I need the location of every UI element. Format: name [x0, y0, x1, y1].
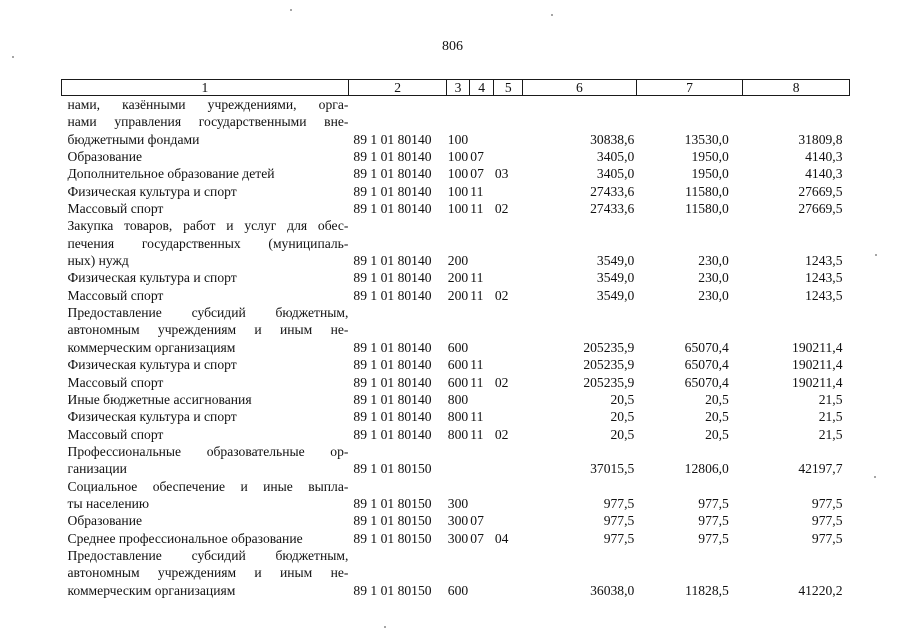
row-value-8: 190211,4	[792, 374, 843, 390]
row-value-6: 3405,0	[596, 149, 635, 165]
empty-cell	[469, 304, 494, 321]
scan-speck	[12, 56, 14, 58]
row-value-7: 65070,4	[684, 339, 729, 355]
row-code: 89 1 01 80140	[353, 166, 432, 182]
row-value-8: 977,5	[811, 530, 843, 546]
row-code: 89 1 01 80140	[353, 253, 432, 269]
empty-cell	[494, 235, 523, 252]
budget-table	[61, 79, 850, 599]
scan-speck	[290, 9, 292, 11]
table-row	[62, 478, 850, 495]
table-row	[62, 356, 850, 373]
empty-cell	[636, 96, 743, 114]
row-value-8: 977,5	[811, 495, 843, 511]
row-label: ты населению	[67, 495, 150, 511]
empty-cell	[743, 564, 850, 581]
row-rz: 11	[470, 270, 484, 286]
row-code: 89 1 01 80150	[353, 513, 432, 529]
row-pr	[494, 252, 523, 269]
table-row	[62, 217, 850, 234]
row-vr: 300	[447, 530, 469, 546]
table-row	[62, 113, 850, 130]
row-value-6: 27433,6	[590, 183, 635, 199]
row-value-8: 190211,4	[792, 339, 843, 355]
row-label: Социальное обеспечение и иные выпла-	[67, 478, 349, 494]
row-rz	[469, 582, 494, 599]
table-row	[62, 512, 850, 529]
table-row	[62, 564, 850, 581]
table-row	[62, 530, 850, 547]
row-label: Предоставление субсидий бюджетным,	[67, 305, 349, 321]
empty-cell	[523, 96, 637, 114]
row-value-8: 1243,5	[805, 253, 843, 269]
row-rz: 07	[470, 513, 484, 529]
empty-cell	[469, 478, 494, 495]
row-value-7: 230,0	[698, 270, 729, 286]
row-label: ных) нужд	[67, 253, 129, 269]
empty-cell	[494, 217, 523, 234]
row-vr: 600	[447, 374, 469, 390]
empty-cell	[348, 113, 446, 130]
empty-cell	[523, 217, 637, 234]
row-vr: 100	[447, 201, 469, 217]
empty-cell	[447, 443, 470, 460]
row-vr: 200	[447, 253, 469, 269]
row-label: Иные бюджетные ассигнования	[67, 391, 252, 407]
column-header: 7	[636, 80, 743, 96]
table-row	[62, 460, 850, 477]
row-rz: 11	[470, 426, 484, 442]
empty-cell	[348, 443, 446, 460]
row-code: 89 1 01 80140	[353, 287, 432, 303]
row-vr: 200	[447, 270, 469, 286]
row-vr: 600	[447, 339, 469, 355]
row-vr: 800	[447, 426, 469, 442]
empty-cell	[494, 113, 523, 130]
row-code: 89 1 01 80140	[353, 339, 432, 355]
empty-cell	[469, 547, 494, 564]
empty-cell	[636, 321, 743, 338]
row-pr	[494, 131, 523, 148]
empty-cell	[743, 96, 850, 114]
column-header: 4	[469, 80, 494, 96]
scan-speck	[384, 626, 386, 628]
empty-cell	[348, 564, 446, 581]
empty-cell	[469, 217, 494, 234]
row-code: 89 1 01 80140	[353, 357, 432, 373]
row-code: 89 1 01 80140	[353, 270, 432, 286]
table-row	[62, 252, 850, 269]
row-value-7: 977,5	[698, 495, 729, 511]
row-pr	[494, 183, 523, 200]
table-row	[62, 408, 850, 425]
row-value-7: 977,5	[698, 513, 729, 529]
column-header: 6	[523, 80, 637, 96]
table-row	[62, 547, 850, 564]
empty-cell	[743, 443, 850, 460]
row-value-7: 11580,0	[685, 183, 729, 199]
row-pr	[494, 408, 523, 425]
row-pr	[494, 148, 523, 165]
table-row	[62, 165, 850, 182]
row-value-7: 20,5	[705, 426, 729, 442]
table-row	[62, 426, 850, 443]
column-header: 3	[447, 80, 470, 96]
row-label: коммерческим организациям	[67, 582, 236, 598]
column-number-header	[62, 80, 850, 96]
empty-cell	[636, 547, 743, 564]
row-label: нами управления государственными вне-	[67, 114, 349, 130]
empty-cell	[469, 321, 494, 338]
row-pr: 02	[494, 426, 509, 442]
table-row	[62, 287, 850, 304]
row-value-6: 3549,0	[596, 270, 635, 286]
table-row	[62, 131, 850, 148]
row-value-6: 205235,9	[583, 374, 635, 390]
empty-cell	[469, 96, 494, 114]
row-code: 89 1 01 80140	[353, 183, 432, 199]
row-label: Физическая культура и спорт	[67, 270, 237, 286]
empty-cell	[348, 304, 446, 321]
empty-cell	[447, 304, 470, 321]
empty-cell	[523, 321, 637, 338]
empty-cell	[494, 547, 523, 564]
table-row	[62, 339, 850, 356]
empty-cell	[743, 547, 850, 564]
empty-cell	[447, 564, 470, 581]
row-value-7: 1950,0	[691, 166, 729, 182]
empty-cell	[523, 235, 637, 252]
row-value-7: 65070,4	[684, 357, 729, 373]
row-label: Массовый спорт	[67, 287, 164, 303]
row-code: 89 1 01 80150	[353, 530, 432, 546]
scan-speck	[551, 14, 553, 16]
row-pr	[494, 460, 523, 477]
empty-cell	[469, 113, 494, 130]
row-label: автономным учреждениям и иным не-	[67, 322, 349, 338]
table-row	[62, 304, 850, 321]
row-value-8: 190211,4	[792, 357, 843, 373]
empty-cell	[494, 96, 523, 114]
empty-cell	[348, 478, 446, 495]
empty-cell	[447, 547, 470, 564]
empty-cell	[494, 443, 523, 460]
empty-cell	[523, 443, 637, 460]
empty-cell	[469, 443, 494, 460]
row-label: Профессиональные образовательные ор-	[67, 443, 349, 459]
row-rz: 11	[470, 183, 484, 199]
empty-cell	[523, 478, 637, 495]
row-label: автономным учреждениям и иным не-	[67, 565, 349, 581]
table-row	[62, 235, 850, 252]
row-value-8: 27669,5	[798, 201, 843, 217]
row-code: 89 1 01 80140	[353, 201, 432, 217]
row-rz: 11	[470, 374, 484, 390]
table-row	[62, 443, 850, 460]
empty-cell	[523, 547, 637, 564]
row-label: Среднее профессиональное образование	[67, 530, 303, 546]
row-value-6: 205235,9	[583, 339, 635, 355]
row-value-8: 21,5	[818, 426, 843, 442]
row-vr: 600	[447, 582, 469, 598]
empty-cell	[447, 113, 470, 130]
empty-cell	[523, 304, 637, 321]
empty-cell	[348, 321, 446, 338]
row-code: 89 1 01 80140	[353, 409, 432, 425]
row-value-8: 977,5	[811, 513, 843, 529]
row-value-6: 3549,0	[596, 287, 635, 303]
empty-cell	[743, 217, 850, 234]
page-number: 806	[442, 39, 463, 54]
empty-cell	[447, 217, 470, 234]
row-rz	[469, 495, 494, 512]
row-code: 89 1 01 80150	[353, 461, 432, 477]
row-rz: 11	[470, 201, 484, 217]
column-header: 8	[743, 80, 850, 96]
row-label: ганизации	[67, 461, 127, 477]
empty-cell	[348, 235, 446, 252]
empty-cell	[743, 478, 850, 495]
row-vr: 100	[447, 183, 469, 199]
row-rz	[469, 252, 494, 269]
row-value-8: 4140,3	[805, 166, 843, 182]
row-value-6: 977,5	[603, 513, 635, 529]
column-header: 5	[494, 80, 523, 96]
empty-cell	[743, 321, 850, 338]
row-vr: 100	[447, 131, 469, 147]
row-label: печения государственных (муниципаль-	[67, 235, 349, 251]
row-value-7: 230,0	[698, 287, 729, 303]
row-pr	[494, 339, 523, 356]
row-value-7: 977,5	[698, 530, 729, 546]
row-pr	[494, 512, 523, 529]
row-vr: 100	[447, 149, 469, 165]
row-value-6: 977,5	[603, 530, 635, 546]
row-pr	[494, 356, 523, 373]
row-value-6: 20,5	[610, 426, 635, 442]
row-value-8: 1243,5	[805, 270, 843, 286]
empty-cell	[469, 564, 494, 581]
row-label: бюджетными фондами	[67, 131, 200, 147]
row-code: 89 1 01 80140	[353, 426, 432, 442]
row-value-7: 1950,0	[691, 149, 729, 165]
empty-cell	[447, 96, 470, 114]
table-row	[62, 269, 850, 286]
empty-cell	[636, 113, 743, 130]
row-vr: 600	[447, 357, 469, 373]
empty-cell	[523, 564, 637, 581]
row-code: 89 1 01 80140	[353, 391, 432, 407]
table-body	[62, 96, 850, 599]
empty-cell	[636, 478, 743, 495]
row-label: Закупка товаров, работ и услуг для обес-	[67, 218, 349, 234]
row-code: 89 1 01 80140	[353, 131, 432, 147]
row-label: Массовый спорт	[67, 374, 164, 390]
row-vr: 300	[447, 495, 469, 511]
empty-cell	[469, 235, 494, 252]
empty-cell	[636, 443, 743, 460]
row-rz	[469, 131, 494, 148]
table-row	[62, 200, 850, 217]
row-value-7: 11580,0	[685, 201, 729, 217]
row-vr: 800	[447, 409, 469, 425]
row-label: Предоставление субсидий бюджетным,	[67, 547, 349, 563]
row-value-7: 11828,5	[685, 582, 729, 598]
row-code: 89 1 01 80140	[353, 374, 432, 390]
row-value-8: 4140,3	[805, 149, 843, 165]
row-value-6: 30838,6	[590, 131, 635, 147]
empty-cell	[447, 235, 470, 252]
row-vr: 800	[447, 391, 469, 407]
row-value-7: 20,5	[705, 409, 729, 425]
table-row	[62, 96, 850, 114]
empty-cell	[494, 478, 523, 495]
row-label: Массовый спорт	[67, 426, 164, 442]
row-value-7: 20,5	[705, 391, 729, 407]
row-code: 89 1 01 80150	[353, 582, 432, 598]
empty-cell	[743, 304, 850, 321]
empty-cell	[348, 96, 446, 114]
row-value-8: 27669,5	[798, 183, 843, 199]
row-vr	[447, 460, 470, 477]
row-label: Физическая культура и спорт	[67, 357, 237, 373]
empty-cell	[743, 235, 850, 252]
row-label: Образование	[67, 149, 143, 165]
row-label: нами, казёнными учреждениями, орга-	[67, 97, 349, 112]
row-value-6: 3405,0	[596, 166, 635, 182]
empty-cell	[447, 321, 470, 338]
column-header: 1	[62, 80, 349, 96]
row-rz	[469, 391, 494, 408]
scan-speck	[874, 476, 876, 478]
row-value-7: 12806,0	[684, 461, 729, 477]
row-value-6: 977,5	[603, 495, 635, 511]
row-label: Образование	[67, 513, 143, 529]
empty-cell	[494, 321, 523, 338]
empty-cell	[636, 235, 743, 252]
row-rz: 11	[470, 409, 484, 425]
row-label: коммерческим организациям	[67, 339, 236, 355]
row-value-6: 205235,9	[583, 357, 635, 373]
row-value-7: 230,0	[698, 253, 729, 269]
empty-cell	[636, 564, 743, 581]
row-pr	[494, 582, 523, 599]
empty-cell	[523, 113, 637, 130]
row-value-7: 13530,0	[684, 131, 729, 147]
row-pr: 03	[494, 166, 509, 182]
empty-cell	[348, 547, 446, 564]
row-rz: 07	[470, 166, 484, 182]
row-vr: 300	[447, 513, 469, 529]
row-vr: 100	[447, 166, 469, 182]
row-pr: 04	[494, 530, 509, 546]
empty-cell	[636, 217, 743, 234]
table-row	[62, 321, 850, 338]
row-label: Физическая культура и спорт	[67, 409, 237, 425]
row-code: 89 1 01 80150	[353, 495, 432, 511]
table-row	[62, 183, 850, 200]
empty-cell	[743, 113, 850, 130]
row-value-6: 27433,6	[590, 201, 635, 217]
row-label: Массовый спорт	[67, 201, 164, 217]
row-rz: 07	[470, 530, 484, 546]
row-pr	[494, 269, 523, 286]
table-row	[62, 148, 850, 165]
row-rz: 11	[470, 287, 484, 303]
row-pr: 02	[494, 201, 509, 217]
row-value-8: 41220,2	[798, 582, 843, 598]
column-header: 2	[348, 80, 446, 96]
row-value-6: 20,5	[610, 391, 635, 407]
row-code: 89 1 01 80140	[353, 149, 432, 165]
empty-cell	[447, 478, 470, 495]
empty-cell	[494, 564, 523, 581]
row-value-8: 21,5	[818, 409, 843, 425]
row-label: Дополнительное образование детей	[67, 166, 275, 182]
row-pr	[494, 495, 523, 512]
row-rz: 07	[470, 149, 484, 165]
empty-cell	[494, 304, 523, 321]
row-value-8: 21,5	[818, 391, 843, 407]
row-value-6: 36038,0	[590, 582, 635, 598]
scan-speck	[875, 254, 877, 256]
row-value-8: 31809,8	[798, 131, 843, 147]
row-value-8: 1243,5	[805, 287, 843, 303]
empty-cell	[636, 304, 743, 321]
row-rz	[469, 339, 494, 356]
table-row	[62, 391, 850, 408]
row-label: Физическая культура и спорт	[67, 183, 237, 199]
row-value-7: 65070,4	[684, 374, 729, 390]
row-pr	[494, 391, 523, 408]
row-value-6: 20,5	[610, 409, 635, 425]
table-row	[62, 495, 850, 512]
row-vr: 200	[447, 287, 469, 303]
table-row	[62, 374, 850, 391]
row-rz	[469, 460, 494, 477]
row-value-6: 3549,0	[596, 253, 635, 269]
row-value-8: 42197,7	[798, 461, 843, 477]
row-pr: 02	[494, 374, 509, 390]
row-value-6: 37015,5	[590, 461, 635, 477]
empty-cell	[348, 217, 446, 234]
row-rz: 11	[470, 357, 484, 373]
row-pr: 02	[494, 287, 509, 303]
table-row	[62, 582, 850, 599]
